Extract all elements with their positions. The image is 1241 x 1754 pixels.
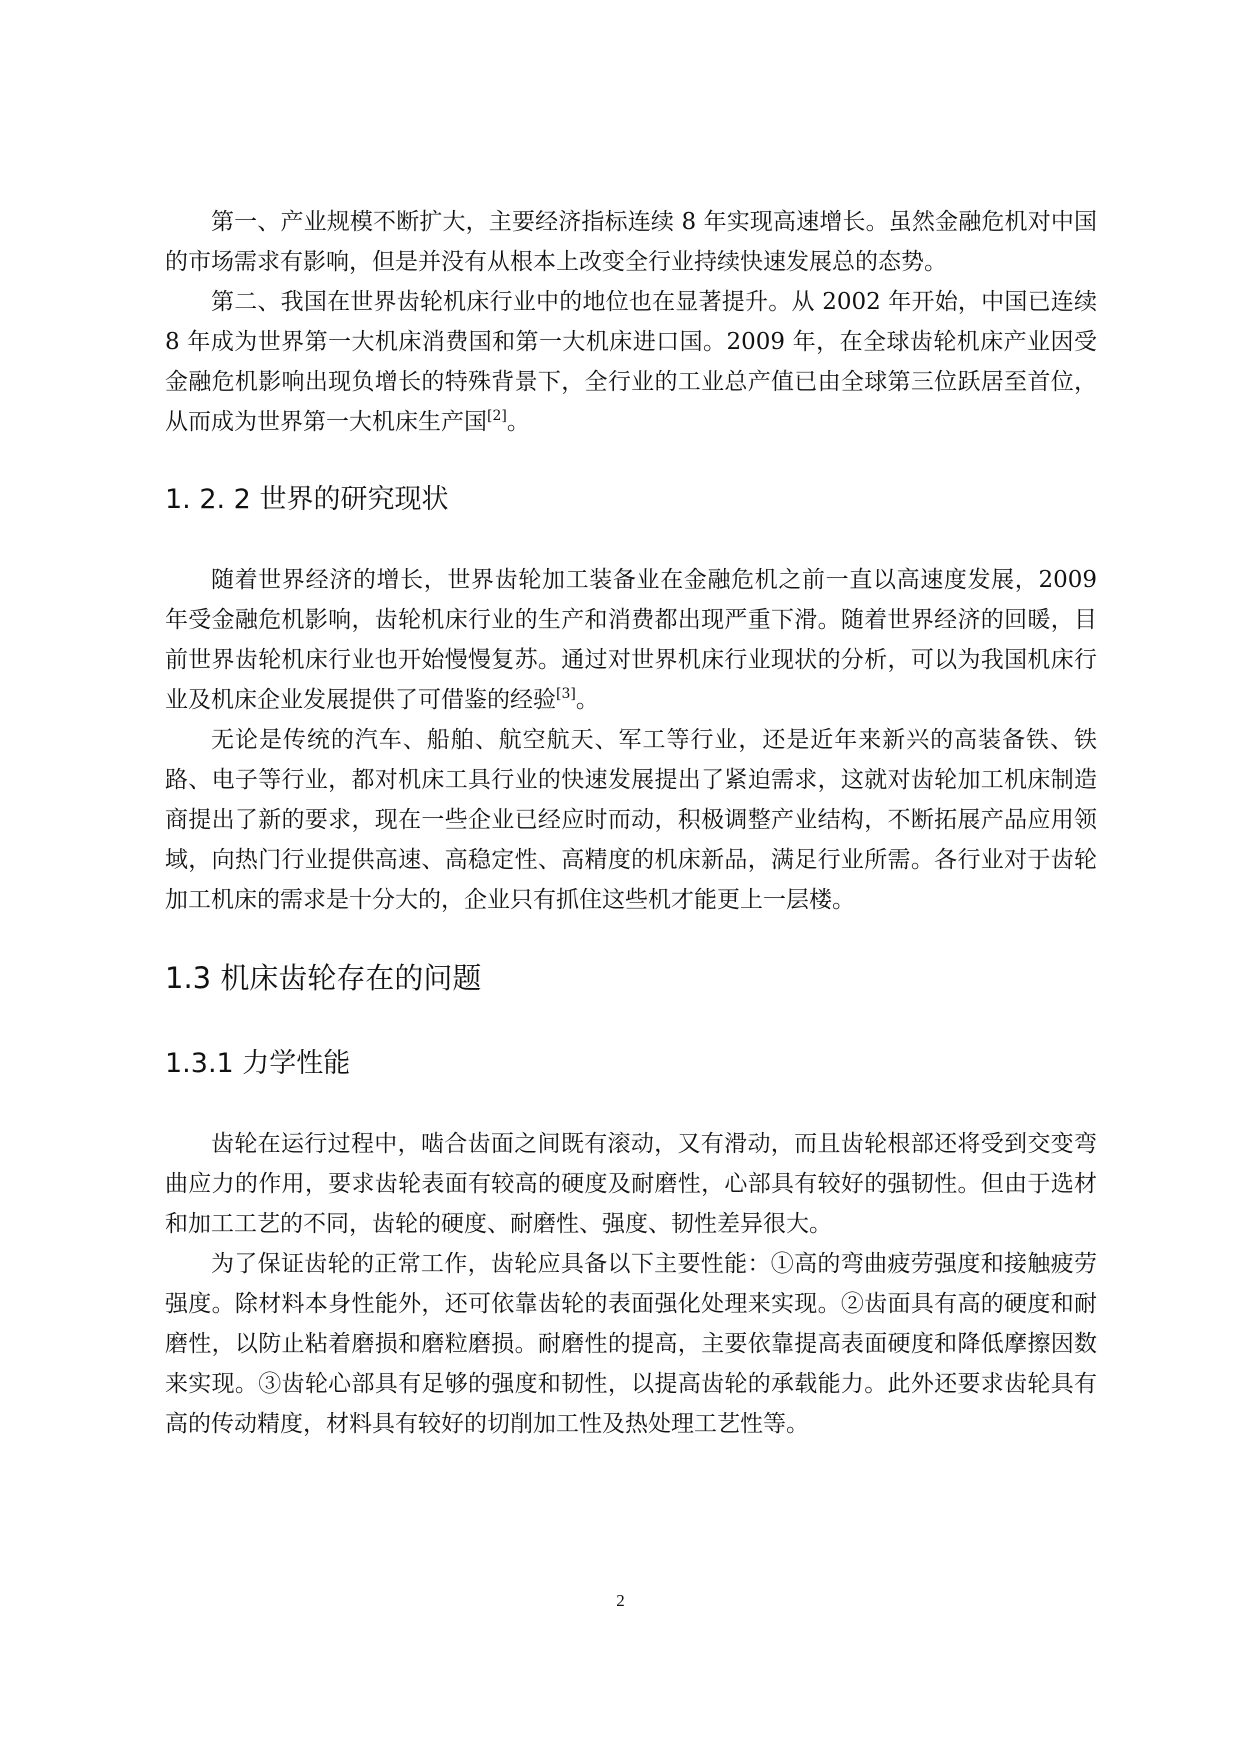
- spacer: [165, 1084, 1097, 1124]
- paragraph-world-research: [165, 560, 1097, 720]
- spacer: [165, 998, 1097, 1044]
- paragraph-industry-scale: 第一、产业规模不断扩大，主要经济指标连续 8 年实现高速增长。虽然金融危机对中国的市场需求有影响，但是并没有从根本上改变全行业持续快速发展总的态势。: [165, 209, 1097, 275]
- heading-1-3: 1.3 机床齿轮存在的问题: [165, 961, 482, 995]
- page-content: [165, 202, 1097, 1444]
- paragraph-world-research-text: 随着世界经济的增长，世界齿轮加工装备业在金融危机之前一直以高速度发展，2009年受金融危机影响，齿轮机床行业的生产和消费都出现严重下滑。随着世界经济的回暖，目前世界齿轮机床行业也开始慢慢复苏。通过对世界机床行业现状的分析，可以为我国机床行业及机床企业发展提供了可借鉴的经验: [165, 567, 1097, 713]
- spacer: [165, 520, 1097, 560]
- paragraph-gear-properties: 为了保证齿轮的正常工作，齿轮应具备以下主要性能：①高的弯曲疲劳强度和接触疲劳强度。除材料本身性能外，还可依靠齿轮的表面强化处理来实现。②齿面具有高的硬度和耐磨性，以防止粘着磨损和磨粒磨损。耐磨性的提高，主要依靠提高表面硬度和降低摩擦因数来实现。③齿轮心部具有足够的强度和韧性，以提高齿轮的承载能力。此外还要求齿轮具有高的传动精度，材料具有较好的切削加工性及热处理工艺性等。: [165, 1251, 1097, 1437]
- citation-3: [3]: [556, 686, 576, 702]
- heading-1-2-2: 1. 2. 2 世界的研究现状: [165, 484, 449, 515]
- page-number: 2: [616, 1591, 625, 1610]
- paragraph-world-research-period: 。: [575, 687, 599, 713]
- paragraph-industry-status-period: 。: [506, 409, 530, 435]
- citation-2: [2]: [487, 408, 507, 424]
- paragraph-gear-operation: 齿轮在运行过程中，啮合齿面之间既有滚动，又有滑动，而且齿轮根部还将受到交变弯曲应力的作用，要求齿轮表面有较高的硬度及耐磨性，心部具有较好的强韧性。但由于选材和加工工艺的不同，齿轮的硬度、耐磨性、强度、韧性差异很大。: [165, 1131, 1097, 1237]
- paragraph-industry-status-text: 第二、我国在世界齿轮机床行业中的地位也在显著提升。从 2002 年开始，中国已连续 8 年成为世界第一大机床消费国和第一大机床进口国。2009 年，在全球齿轮机床产业因受金融危机影响出现负增长的特殊背景下，全行业的工业总产值已由全球第三位跃居至首位，从而成为世界第一大机床生产国: [165, 289, 1097, 435]
- spacer: [165, 920, 1097, 958]
- heading-1-3-1: 1.3.1 力学性能: [165, 1048, 351, 1079]
- paragraph-industry-demand: 无论是传统的汽车、船舶、航空航天、军工等行业，还是近年来新兴的高装备铁、铁路、电子等行业，都对机床工具行业的快速发展提出了紧迫需求，这就对齿轮加工机床制造商提出了新的要求，现在一些企业已经应时而动，积极调整产业结构，不断拓展产品应用领域，向热门行业提供高速、高稳定性、高精度的机床新品，满足行业所需。各行业对于齿轮加工机床的需求是十分大的，企业只有抓住这些机才能更上一层楼。: [165, 727, 1097, 913]
- paragraph-industry-status: [165, 282, 1097, 442]
- spacer: [165, 442, 1097, 480]
